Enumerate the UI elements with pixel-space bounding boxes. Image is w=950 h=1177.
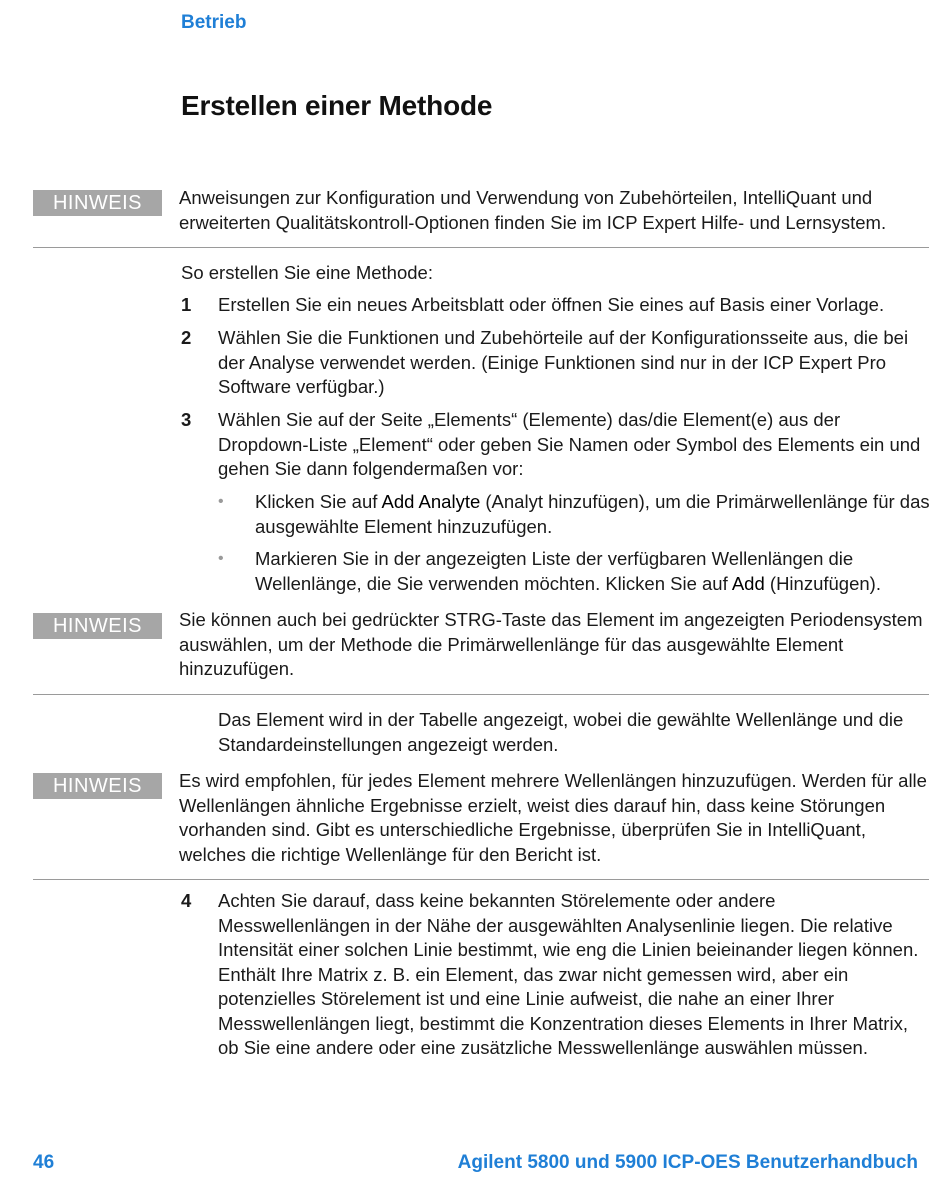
step-text: Wählen Sie die Funktionen und Zubehörteile auf der Konfigurationsseite aus, die bei der Analyse verwendet werden. (Einige Funktionen sind nur in der ICP Expert Pro Software verfügbar.) xyxy=(218,327,909,397)
book-title: Agilent 5800 und 5900 ICP-OES Benutzerhandbuch xyxy=(457,1152,918,1173)
step-number: 1 xyxy=(181,294,192,315)
bullet-text-pre: Markieren Sie in der angezeigten Liste der verfügbaren Wellenlängen die Wellenlänge, die Sie verwenden möchten. Klicken Sie auf xyxy=(255,548,854,594)
divider xyxy=(33,247,929,248)
note-label: HINWEIS xyxy=(33,773,162,799)
bullet-text-post: (Analyt hinzufügen), um die Primärwellenlänge für das ausgewählte Element hinzuzufügen. xyxy=(255,491,930,537)
note-text: Es wird empfohlen, für jedes Element mehrere Wellenlängen hinzuzufügen. Werden für alle Wellenlängen ähnliche Ergebnisse erzielt, weist dies darauf hin, dass keine Störungen vorhanden sind. Gibt es unterschiedliche Ergebnisse, überprüfen Sie in IntelliQuant, welches die richtige Wellenlänge für den Bericht ist. xyxy=(179,770,927,865)
page-title: Erstellen einer Methode xyxy=(181,90,493,121)
bullet-text xyxy=(255,547,935,596)
ui-term-add: Add xyxy=(731,572,765,594)
step-number: 2 xyxy=(181,327,192,348)
divider xyxy=(33,879,929,880)
step-number: 4 xyxy=(181,890,192,911)
bullet-text-post: (Hinzufügen). xyxy=(764,572,881,594)
ui-term-add-analyte: Add Analyte xyxy=(381,491,481,512)
divider xyxy=(33,694,929,695)
note-text: Sie können auch bei gedrückter STRG-Taste das Element im angezeigten Periodensystem auswählen, um der Methode die Primärwellenlänge für das ausgewählte Element hinzuzufügen. xyxy=(179,609,923,679)
note-label: HINWEIS xyxy=(33,613,162,639)
bullet-text xyxy=(255,490,935,539)
note-label: HINWEIS xyxy=(33,190,162,216)
step-text: Achten Sie darauf, dass keine bekannten Störelemente oder andere Messwellenlängen in der Nähe der ausgewählten Analysenlinie liegen. Die relative Intensität einer solchen Linie bestimmt, wie eng die Linien beieinander liegen können. Enthält Ihre Matrix z. B. ein Element, das zwar nicht gemessen wird, aber ein potenzielles Störelement ist und eine Linie aufweist, die nahe an einer Ihrer Messwellenlängen liegt, bestimmt die Konzentration dieses Elements in Ihrer Matrix, ob Sie eine andere oder eine zusätzliche Messwellenlänge auswählen müssen. xyxy=(218,890,919,1058)
result-text: Das Element wird in der Tabelle angezeigt, wobei die gewählte Wellenlänge und die Standardeinstellungen angezeigt werden. xyxy=(218,709,904,755)
bullet-dot: • xyxy=(218,493,224,510)
bullet-dot: • xyxy=(218,550,224,567)
section-header: Betrieb xyxy=(181,12,247,33)
step-number: 3 xyxy=(181,409,192,430)
procedure-title: So erstellen Sie eine Methode: xyxy=(181,262,433,283)
step-text: Wählen Sie auf der Seite „Elements“ (Elemente) das/die Element(e) aus der Dropdown-Liste „Element“ oder geben Sie Namen oder Symbol des Elements ein und gehen Sie dann folgendermaßen vor: xyxy=(218,409,921,479)
bullet-text-pre: Klicken Sie auf xyxy=(255,491,382,512)
step-text: Erstellen Sie ein neues Arbeitsblatt oder öffnen Sie eines auf Basis einer Vorlage. xyxy=(218,294,885,315)
page-number: 46 xyxy=(33,1152,55,1173)
note-text: Anweisungen zur Konfiguration und Verwendung von Zubehörteilen, IntelliQuant und erweiterten Qualitätskontroll-Optionen finden Sie im ICP Expert Hilfe- und Lernsystem. xyxy=(179,187,887,233)
